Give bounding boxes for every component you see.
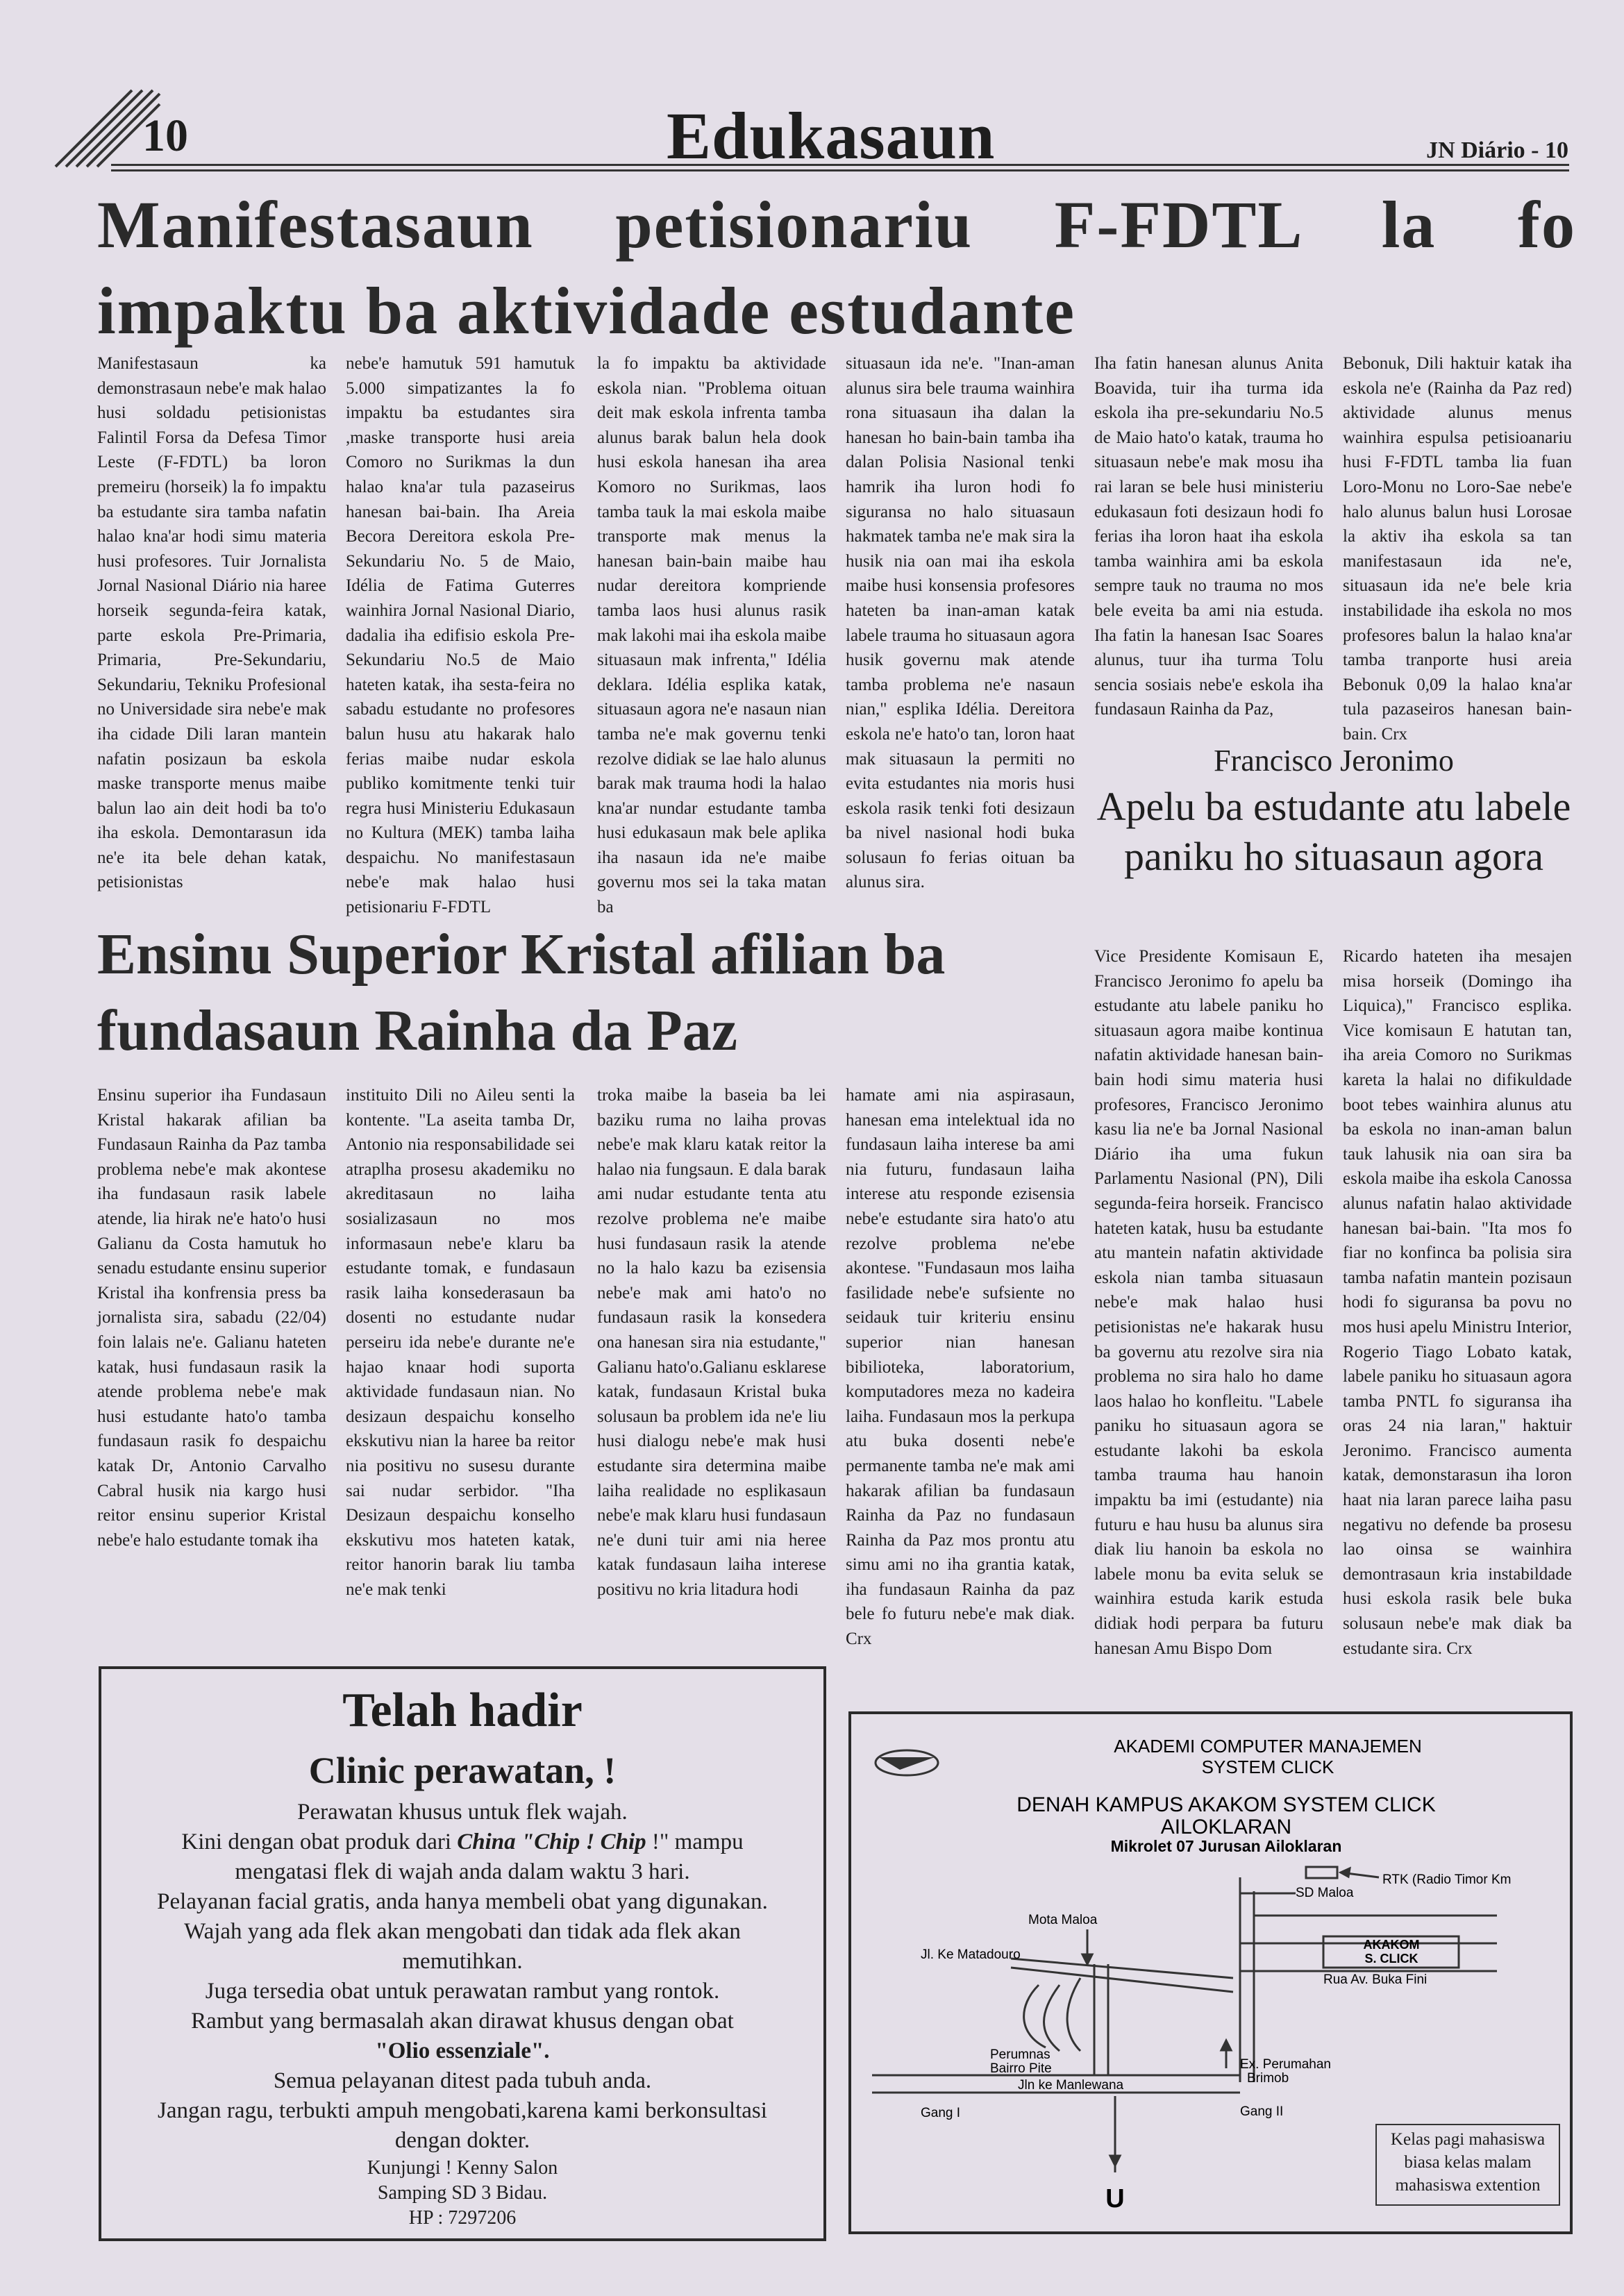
article2-column-2: instituito Dili no Aileu senti la kontente. "La aseita tamba Dr, Antonio nia responsabilidade sei atraplha prosesu akademiku no akreditasaun no laiha sosializasaun no mos informasaun nebe'e klaru ba estudante tomak, e fundasaun rasik laiha konsederasaun ba dosenti no estudante nudar perseiru ida nebe'e durante ne'e hajao knaar hodi suporta aktividade fundasaun nian. No desizaun despaichu konselho ekskutivu nian la haree ba reitor nia positivu no susesu durante sai nudar serbidor. "Iha Desizaun despaichu konselho ekskutivu mos hateten katak, reitor hanorin barak liu tamba ne'e mak tenki <box>346 1086 575 1599</box>
article2-column-1: Ensinu superior iha Fundasaun Kristal hakarak afilian ba Fundasaun Rainha da Paz tamba problema nebe'e mak akontese iha fundasaun rasik labele atende, lia hirak ne'e hato'o husi Galianu da Costa hamutuk ho senadu estudante ensinu superior Kristal iha konfrensia press ba jornalista sira, sabadu (22/04) foin lalais ne'e. Galianu hateten katak, husi fundasaun rasik la atende problema nebe'e mak husi estudante hato'o tamba fundasaun rasik fo despaichu katak Dr, Antonio Carvalho Cabral husik nia kargo husi reitor ensinu superior Kristal nebe'e halo estudante tomak iha <box>97 1086 326 1550</box>
akakom-title-2: SYSTEM CLICK <box>1201 1757 1334 1777</box>
clinic-ad-title: Telah hadir <box>342 1684 583 1737</box>
clinic-ad-contact: HP : 7297206 <box>408 2207 517 2229</box>
article1-column-2: nebe'e hamutuk 591 hamutuk 5.000 simpatizantes la fo impaktu ba estudantes sira ,maske transporte husi areia Comoro no Surikmas la dun halao kna'ar tula pazaseirus hanesan bai-bain. Iha Areia Becora Dereitora eskola Pre-Sekundariu No. 5 de Maio, Idélia de Fatima Guterres wainhira Jornal Nasional Diario, dadalia iha edifisio eskola Pre-Sekundariu No.5 de Maio hateten katak, iha sesta-feira no sabadu estudante no profesores balun husu atu hakarak halo ferias maibe nudar eskola publiko komitmente tenki tuir regra husi Ministeriu Edukasaun no Kultura (MEK) tamba laiha despaichu. No manifestasaun nebe'e mak halao husi petisionariu F-FDTL <box>346 354 575 917</box>
clinic-ad-subtitle: Clinic perawatan, ! <box>308 1750 617 1791</box>
map-label-sd-maloa: SD Maloa <box>1296 1886 1354 1900</box>
class-schedule-line: biasa kelas malam <box>1404 2153 1532 2172</box>
page-label-right: JN Diário - 10 <box>1426 137 1568 163</box>
map-label-s-click: S. CLICK <box>1364 1952 1418 1966</box>
class-schedule-line: Kelas pagi mahasiswa <box>1390 2130 1546 2149</box>
page-number-left: 10 <box>142 110 188 161</box>
clinic-ad-line: memutihkan. <box>402 1949 523 1974</box>
article2-headline: Ensinu Superior Kristal afilian ba fundasaun Rainha da Paz <box>97 922 946 1063</box>
article1-column-6: Bebonuk, Dili haktuir katak iha eskola ne'e (Rainha da Paz red) aktividade alunus menus wainhira espulsa petisioanariu husi F-FDTL tamba lia fuan Loro-Monu no Loro-Sae nebe'e halo alunus balun husi Lorosae la aktiv iha eskola sa tan manifestasaun ida ne'e, situasaun ida ne'e bele kria instabilidade iha eskola no mos profesores balun la halao kna'ar tamba tranporte husi areia Bebonuk 0,09 la halao kna'ar tula pazaseiros hanesan bain-bain. Crx <box>1343 354 1572 744</box>
article3-column-2: Ricardo hateten iha mesajen misa horseik (Domingo iha Liquica)," Francisco esplika. Vice komisaun E hatutan tan, iha areia Comoro no Surikmas kareta la halai no difikuldade boot tebes wainhira alunus atu ba eskola no inan-aman balun tauk lahusik nia oan sira ba eskola maibe iha eskola Canossa alunus nafatin halao aktividade hanesan bai-bain. "Ita mos fo fiar no konfinca ba polisia sira tamba nafatin mantein pozisaun hodi fo siguransa ba povu no mos husi apelu Ministru Interior, Rogerio Tiago Lobato katak, labele paniku ho situasaun agora tamba PNTL fo siguransa iha oras 24 nia laran," haktuir Jeronimo. Francisco aumenta katak, demonstarasun iha loron haat nia laran parece laiha pasu negativu no defende ba prosesu lao oinsa se wainhira demontrasaun kria instabildade husi eskola rasik bele buka solusaun nebe'e mak diak ba estudante sira. Crx <box>1343 947 1572 1658</box>
clinic-ad-contact: Kunjungi ! Kenny Salon <box>367 2157 558 2179</box>
clinic-ad-text: Kini dengan obat produk dari <box>181 1829 458 1854</box>
map-label-rua-buka: Rua Av. Buka Fini <box>1323 1972 1428 1987</box>
article1-column-4: situasaun ida ne'e. "Inan-aman alunus sira bele trauma wainhira rona situasaun iha dalan la hanesan ho bain-bain tamba iha dalan Polisia Nasional tenki hamrik iha luron hodi fo siguransa no halo situasaun hakmatek tamba ne'e mak sira la husik nia oan mai iha eskola maibe husi konsensia profesores hateten ba inan-aman katak labele trauma ho situasaun agora husik governu mak atende tamba problema ne'e nasaun nian," esplika Idélia. Dereitora eskola ne'e hato'o tan, loron haat mak situasaun la permiti no evita estudantes nia moris husi eskola rasik tenki foti desizaun ba nivel nasional hodi buka solusaun fo ferias oituan ba alunus sira. <box>846 354 1075 892</box>
clinic-ad-line: Perawatan khusus untuk flek wajah. <box>297 1800 628 1825</box>
map-label-rtk: RTK (Radio Timor Km <box>1382 1872 1512 1887</box>
akakom-subtitle-1: DENAH KAMPUS AKAKOM SYSTEM CLICK <box>1016 1793 1436 1816</box>
clinic-ad-line <box>108 1827 817 1857</box>
clinic-ad-line: Jangan ragu, terbukti ampuh mengobati,karena kami berkonsultasi <box>158 2098 767 2123</box>
akakom-subtitle-3: Mikrolet 07 Jurusan Ailoklaran <box>1110 1837 1342 1855</box>
article2-column-4: hamate ami nia aspirasaun, hanesan ema intelektual ida no fundasaun laiha interese ba ami nia futuru, fundasaun laiha interese atu responde ezisensia nebe'e estudante sira hato'o atu rezolve problema ne'ebe akontese. "Fundasaun mos laiha fasilidade nebe'e sufsiente no seidauk tuir kriteriu ensinu superior nian hanesan bibilioteka, laboratorium, komputadores meza no kadeira laiha. Fundasaun mos la perkupa atu buka dosenti nebe'e permanente tamba ne'e mak ami hakarak afilian ba fundasaun Rainha da Paz no fundasaun Rainha da Paz mos prontu atu simu ami no iha grantia katak, iha fundasaun Rainha da paz bele fo futuru nebe'e mak diak. Crx <box>846 1086 1075 1649</box>
article1-column-5: Iha fatin hanesan alunus Anita Boavida, tuir iha turma ida eskola iha pre-sekundariu No.5 de Maio hato'o katak, trauma ho situasaun nebe'e mak mosu iha rai laran se bele husi ministeriu edukasaun foti desizaun hodi fo ferias iha loron haat iha eskola tamba wainhira ami ba eskola sempre tauk no trauma no mos bele eveita ba ami nia estuda. Iha fatin la hanesan Isac Soares alunus, tuur iha turma Tolu sencia sosiais nebe'e eskola iha fundasaun Rainha da Paz, <box>1094 354 1323 719</box>
clinic-ad-line: Pelayanan facial gratis, anda hanya membeli obat yang digunakan. <box>157 1889 768 1914</box>
class-schedule-box <box>1375 2124 1560 2206</box>
clinic-ad-contact: Samping SD 3 Bidau. <box>377 2182 548 2204</box>
clinic-ad-line: Semua pelayanan ditest pada tubuh anda. <box>273 2068 652 2093</box>
article3-column-1: Vice Presidente Komisaun E, Francisco Jeronimo fo apelu ba estudante atu labele paniku ho situasaun agora maibe kontinua nafatin aktividade hanesan bain-bain hodi simu materia husi profesores, Francisco Jeronimo kasu lia ne'e ba Jornal Nasional Diário iha uma fukun Parlamentu Nasional (PN), Dili segunda-feira horseik. Francisco hateten katak, husu ba estudante atu mantein nafatin aktividade eskola nian tamba situasaun nebe'e mak halao husi petisionistas ne'e hakarak husu ba governu atu rezolve sira nia problema no sira halo ho dame laos halao ho konfleitu. "Labele paniku ho situasaun agora se estudante lakohi ba eskola tamba trauma hau hanoin impaktu ba imi (estudante) nia futuru e hau husu ba alunus sira diak liu hanoin ba eskola no labele monu ba evita seluk se wainhira estuda karik estuda didiak hodi perpara ba futuru hanesan Amu Bispo Dom <box>1094 947 1323 1658</box>
clinic-ad-line: Wajah yang ada flek akan mengobati dan tidak ada flek akan <box>184 1919 741 1944</box>
clinic-ad-brand: China "Chip ! Chip <box>457 1829 646 1854</box>
header-rule <box>111 164 1569 166</box>
map-label-perumnas: Perumnas <box>990 2047 1050 2062</box>
map-label-manlewana: Jln ke Manlewana <box>1018 2078 1124 2093</box>
clinic-ad-line: mengatasi flek di wajah anda dalam waktu 3 hari. <box>235 1859 690 1884</box>
clinic-ad-line: dengan dokter. <box>394 2128 530 2153</box>
header-rule-secondary <box>111 169 1569 171</box>
clinic-ad-line: Juga tersedia obat untuk perawatan rambut yang rontok. <box>205 1979 720 2004</box>
article3-headline: Apelu ba estudante atu labele paniku ho situasaun agora <box>1096 784 1571 879</box>
article3-byline: Francisco Jeronimo <box>1214 744 1454 778</box>
akakom-title-1: AKADEMI COMPUTER MANAJEMEN <box>1114 1736 1422 1757</box>
map-label-brimob: Brimob <box>1247 2071 1289 2086</box>
map-label-akakom: AKAKOM <box>1363 1938 1420 1952</box>
map-label-ex-perumahan: Ex. Perumahan <box>1240 2057 1331 2072</box>
class-schedule-line: mahasiswa extention <box>1395 2176 1541 2195</box>
clinic-advertisement <box>99 1666 826 2241</box>
article1-column-1: Manifestasaun ka demonstrasaun nebe'e mak halao husi soldadu petisionistas Falintil Forsa da Defesa Timor Leste (F-FDTL) ba loron premeiru (horseik) la fo impaktu ba estudante sira tamba nafatin halao kna'ar hodi simu materia husi profesores. Tuir Jornalista Jornal Nasional Diário nia haree horseik segunda-feira katak, parte eskola Pre-Primaria, Primaria, Pre-Sekundariu, Sekundariu, Tekniku Profesional no Universidade sira nebe'e mak iha cidade Dili laran mantein nafatin posizaun ba eskola maske transporte menus maibe balun lao ain deit hodi ba to'o iha eskola. Demontarasun ida ne'e ita bele dehan katak, petisionistas <box>97 354 326 892</box>
article2-column-3: troka maibe la baseia ba lei baziku ruma no laiha provas nebe'e mak klaru katak reitor la halao nia fungsaun. E dala barak ami nudar estudante tenta atu rezolve problema ne'e maibe husi fundasaun rasik la atende no la halo kazu ba ezisensia nebe'e mak ami hato'o no fundasaun rasik la konsedera ona hanesan sira nia estudante," Galianu hato'o.Galianu esklarese katak, fundasaun Kristal buka solusaun ba problem ida ne'e liu husi dialogu nebe'e mak husi estudante sira determina maibe laiha realidade no esplikasaun nebe'e mak klaru husi fundasaun ne'e duni tuir ami nia heree katak fundasaun laiha interese positivu no kria litadura hodi <box>597 1086 826 1599</box>
clinic-ad-line: Rambut yang bermasalah akan dirawat khusus dengan obat <box>191 2009 734 2034</box>
akakom-subtitle-2: AILOKLARAN <box>1160 1816 1292 1838</box>
akakom-logo <box>876 1750 938 1775</box>
section-title: Edukasaun <box>667 99 996 173</box>
map-label-mota-maloa: Mota Maloa <box>1028 1913 1098 1927</box>
akakom-advertisement <box>848 1711 1573 2234</box>
map-label-matadouro: Jl. Ke Matadouro <box>921 1947 1021 1962</box>
map-label-gang1: Gang I <box>921 2106 961 2120</box>
clinic-ad-body <box>108 1798 817 2231</box>
map-north-label: U <box>1105 2184 1125 2213</box>
map-label-gang2: Gang II <box>1240 2104 1284 2119</box>
article1-column-3: la fo impaktu ba aktividade eskola nian. "Problema oituan deit mak eskola infrenta tamba alunus barak balun hela dook husi eskola hanesan iha area Komoro no Surikmas, laos tamba tauk la mai eskola maibe transporte mak menus la hanesan bain-bain maibe hau nudar dereitora kompriende tamba laos husi alunus rasik mak lakohi mai iha eskola maibe situasaun mak infrenta," Idélia deklara. Idélia esplika katak, situasaun agora ne'e nasaun nian tamba ne'e mak governu tenki rezolve didiak se lae halo alunus barak mak trauma hodi la halao kna'ar nundar estudante tamba husi edukasaun mak bele aplika iha nasaun ida ne'e maibe governu mos sei la taka matan ba <box>597 354 826 917</box>
clinic-ad-text: !" mampu <box>646 1829 744 1854</box>
map-label-bairro-pite: Bairro Pite <box>990 2061 1052 2076</box>
article1-headline: Manifestasaun petisionariu F-FDTL la fo impaktu ba aktividade estudante <box>97 187 1576 348</box>
clinic-ad-product: "Olio essenziale". <box>375 2038 550 2063</box>
